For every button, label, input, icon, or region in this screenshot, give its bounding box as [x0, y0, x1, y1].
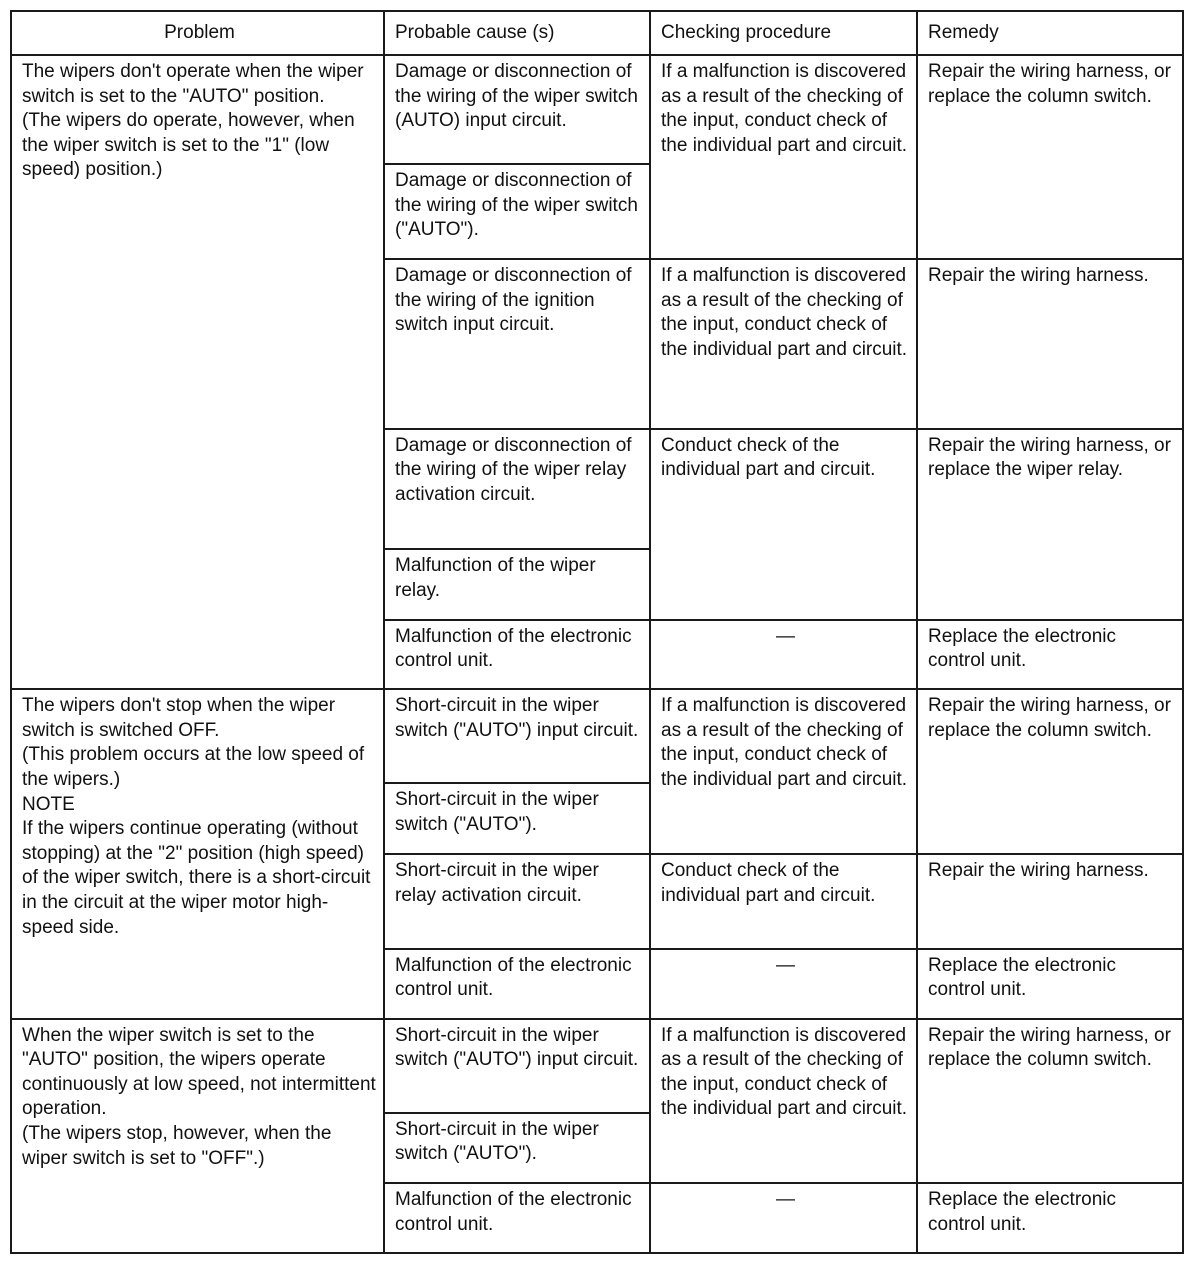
- check-cell: If a malfunction is discovered as a result of the checking of the input, conduct check of the individual part and circuit.: [650, 1019, 917, 1184]
- problem-cell: When the wiper switch is set to the "AUTO" position, the wipers operate continuously at low speed, not intermittent operation. (The wipers stop, however, when the wiper switch is set to "OFF".): [11, 1019, 384, 1253]
- check-cell: If a malfunction is discovered as a result of the checking of the input, conduct check of the individual part and circuit.: [650, 259, 917, 429]
- table-row: [11, 1019, 1183, 1113]
- remedy-cell: Repair the wiring harness.: [917, 854, 1183, 949]
- cause-cell: Short-circuit in the wiper switch ("AUTO") input circuit.: [384, 689, 650, 783]
- problem-cell: The wipers don't operate when the wiper switch is set to the "AUTO" position. (The wipers do operate, however, when the wiper switch is set to the "1" (low speed) position.): [11, 55, 384, 689]
- cause-cell: Short-circuit in the wiper switch ("AUTO") input circuit.: [384, 1019, 650, 1113]
- remedy-cell: Repair the wiring harness, or replace the column switch.: [917, 689, 1183, 854]
- check-cell: Conduct check of the individual part and circuit.: [650, 854, 917, 949]
- check-cell: If a malfunction is discovered as a result of the checking of the input, conduct check of the individual part and circuit.: [650, 55, 917, 259]
- problem-cell: The wipers don't stop when the wiper switch is switched OFF. (This problem occurs at the low speed of the wipers.) NOTE If the wipers continue operating (without stopping) at the "2" position (high speed) of the wiper switch, there is a short-circuit in the circuit at the wiper motor high-speed side.: [11, 689, 384, 1018]
- header-remedy: Remedy: [917, 11, 1183, 55]
- cause-cell: Damage or disconnection of the wiring of the wiper switch (AUTO) input circuit.: [384, 55, 650, 164]
- check-cell: If a malfunction is discovered as a result of the checking of the input, conduct check of the individual part and circuit.: [650, 689, 917, 854]
- cause-cell: Malfunction of the wiper relay.: [384, 549, 650, 620]
- cause-cell: Malfunction of the electronic control unit.: [384, 620, 650, 690]
- cause-cell: Damage or disconnection of the wiring of the ignition switch input circuit.: [384, 259, 650, 429]
- cause-cell: Short-circuit in the wiper switch ("AUTO").: [384, 1113, 650, 1184]
- remedy-cell: Replace the electronic control unit.: [917, 949, 1183, 1019]
- cause-cell: Damage or disconnection of the wiring of the wiper relay activation circuit.: [384, 429, 650, 549]
- header-cause: Probable cause (s): [384, 11, 650, 55]
- cause-cell: Short-circuit in the wiper switch ("AUTO").: [384, 783, 650, 854]
- cause-cell: Malfunction of the electronic control unit.: [384, 1183, 650, 1253]
- remedy-cell: Repair the wiring harness, or replace the column switch.: [917, 55, 1183, 259]
- check-cell: —: [650, 1183, 917, 1253]
- header-problem: Problem: [11, 11, 384, 55]
- check-cell: Conduct check of the individual part and circuit.: [650, 429, 917, 620]
- remedy-cell: Repair the wiring harness.: [917, 259, 1183, 429]
- remedy-cell: Replace the electronic control unit.: [917, 1183, 1183, 1253]
- header-check: Checking procedure: [650, 11, 917, 55]
- table-row: [11, 55, 1183, 164]
- remedy-cell: Repair the wiring harness, or replace the column switch.: [917, 1019, 1183, 1184]
- remedy-cell: Repair the wiring harness, or replace the wiper relay.: [917, 429, 1183, 620]
- header-row: [11, 11, 1183, 55]
- remedy-cell: Replace the electronic control unit.: [917, 620, 1183, 690]
- troubleshooting-table: [10, 10, 1184, 1254]
- check-cell: —: [650, 620, 917, 690]
- cause-cell: Damage or disconnection of the wiring of the wiper switch ("AUTO").: [384, 164, 650, 259]
- check-cell: —: [650, 949, 917, 1019]
- cause-cell: Malfunction of the electronic control unit.: [384, 949, 650, 1019]
- cause-cell: Short-circuit in the wiper relay activation circuit.: [384, 854, 650, 949]
- table-row: [11, 689, 1183, 783]
